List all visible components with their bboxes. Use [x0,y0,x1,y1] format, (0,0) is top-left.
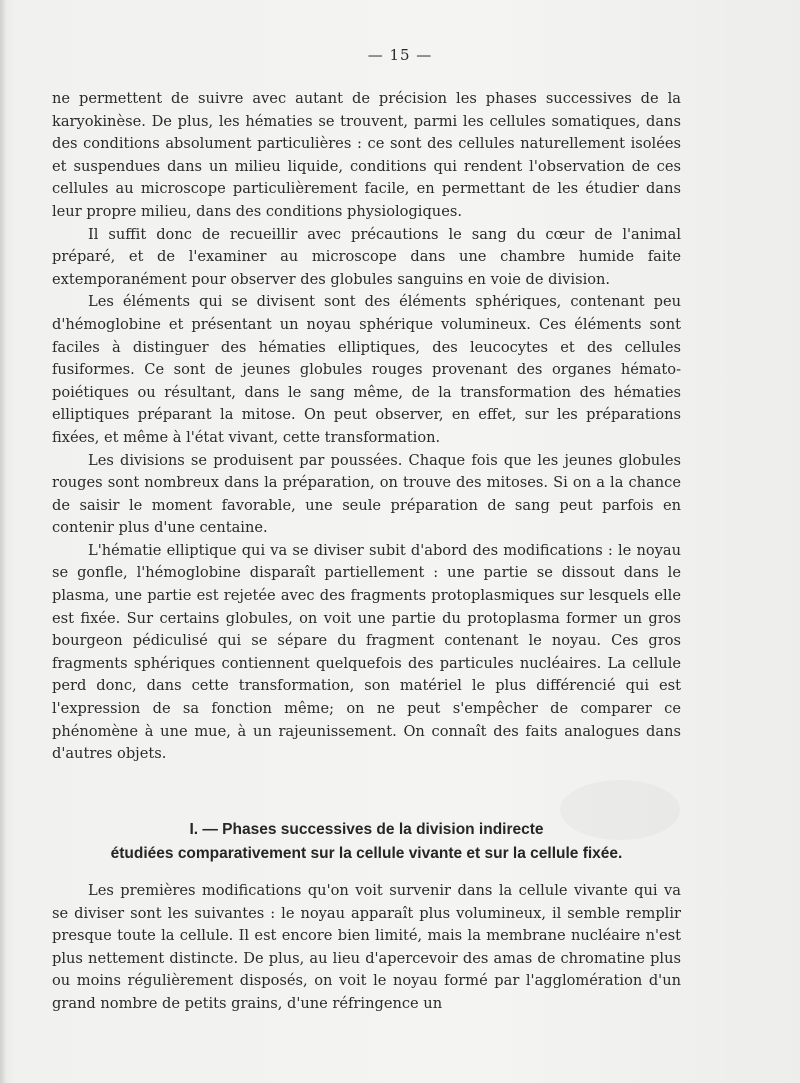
paragraph: Il suffit donc de recueillir avec précautions le sang du cœur de l'animal préparé, et de l'examiner au microscope dans une chambre humide faite extemporanément pour observer des globules sanguins en voie de division. [52,225,681,288]
paragraph: Les divisions se produisent par poussées. Chaque fois que les jeunes globules rouges sont nombreux dans la préparation, on trouve des mitoses. Si on a la chance de saisir le moment favorable, une seule préparation de sang peut parfois en contenir plus d'une centaine. [52,451,681,537]
paragraph: Les premières modifications qu'on voit survenir dans la cellule vivante qui va se diviser sont les suivantes : le noyau apparaît plus volumineux, il semble remplir presque toute la cellule. Il est encore bien limité, mais la membrane nucléaire n'est plus nettement distincte. De plus, au lieu d'apercevoir des amas de chromatine plus ou moins régulièrement disposés, on voit le noyau formé par l'agglomération d'un grand nombre de petits grains, d'une réfringence un [52,882,681,1012]
page-number: — 15 — [367,46,433,64]
section-heading-line-2: étudiées comparativement sur la cellule vivante et sur la cellule fixée. [110,845,623,862]
paragraph: L'hématie elliptique qui va se diviser subit d'abord des modifications : le noyau se gonfle, l'hémoglobine disparaît partiellement : une partie se dissout dans le plasma, une partie est rejetée avec des fragments protoplasmiques sur lesquels elle est fixée. Sur certains globules, on voit une partie du protoplasma former un gros bourgeon pédiculisé qui se sépare du fragment contenant le noyau. Ces gros fragments sphériques contiennent quelquefois des particules nucléaires. La cellule perd donc, dans cette transformation, son matériel le plus différencié qui est l'expression de sa fonction même; on ne peut s'empêcher de comparer ce phénomène à une mue, à un rajeunissement. On connaît des faits analogues dans d'autres objets. [52,541,681,763]
body-text-lower [52,880,681,1016]
paragraph: Les éléments qui se divisent sont des éléments sphériques, contenant peu d'hémoglobine et présentant un noyau sphérique volumineux. Ces éléments sont faciles à distinguer des hématies elliptiques, des leucocytes et des cellules fusiformes. Ce sont de jeunes globules rouges provenant des organes hémato-poiétiques ou résultant, dans le sang même, de la transformation des hématies elliptiques préparant la mitose. On peut observer, en effet, sur les préparations fixées, et même à l'état vivant, cette transformation. [52,293,681,446]
body-text-upper [52,88,681,766]
section-heading [52,818,681,866]
paragraph-continuation: ne permettent de suivre avec autant de précision les phases successives de la karyokinèse. De plus, les hématies se trouvent, parmi les cellules somatiques, dans des conditions absolument particulières : ce sont des cellules naturellement isolées et suspendues dans un milieu liquide, conditions qui rendent l'observation de ces cellules au microscope particulièrement facile, en permettant de les étudier dans leur propre milieu, dans des conditions physiologiques. [52,90,681,220]
scan-shadow-edge [0,0,6,1083]
section-heading-line-1: I. — Phases successives de la division indirecte [189,821,544,838]
